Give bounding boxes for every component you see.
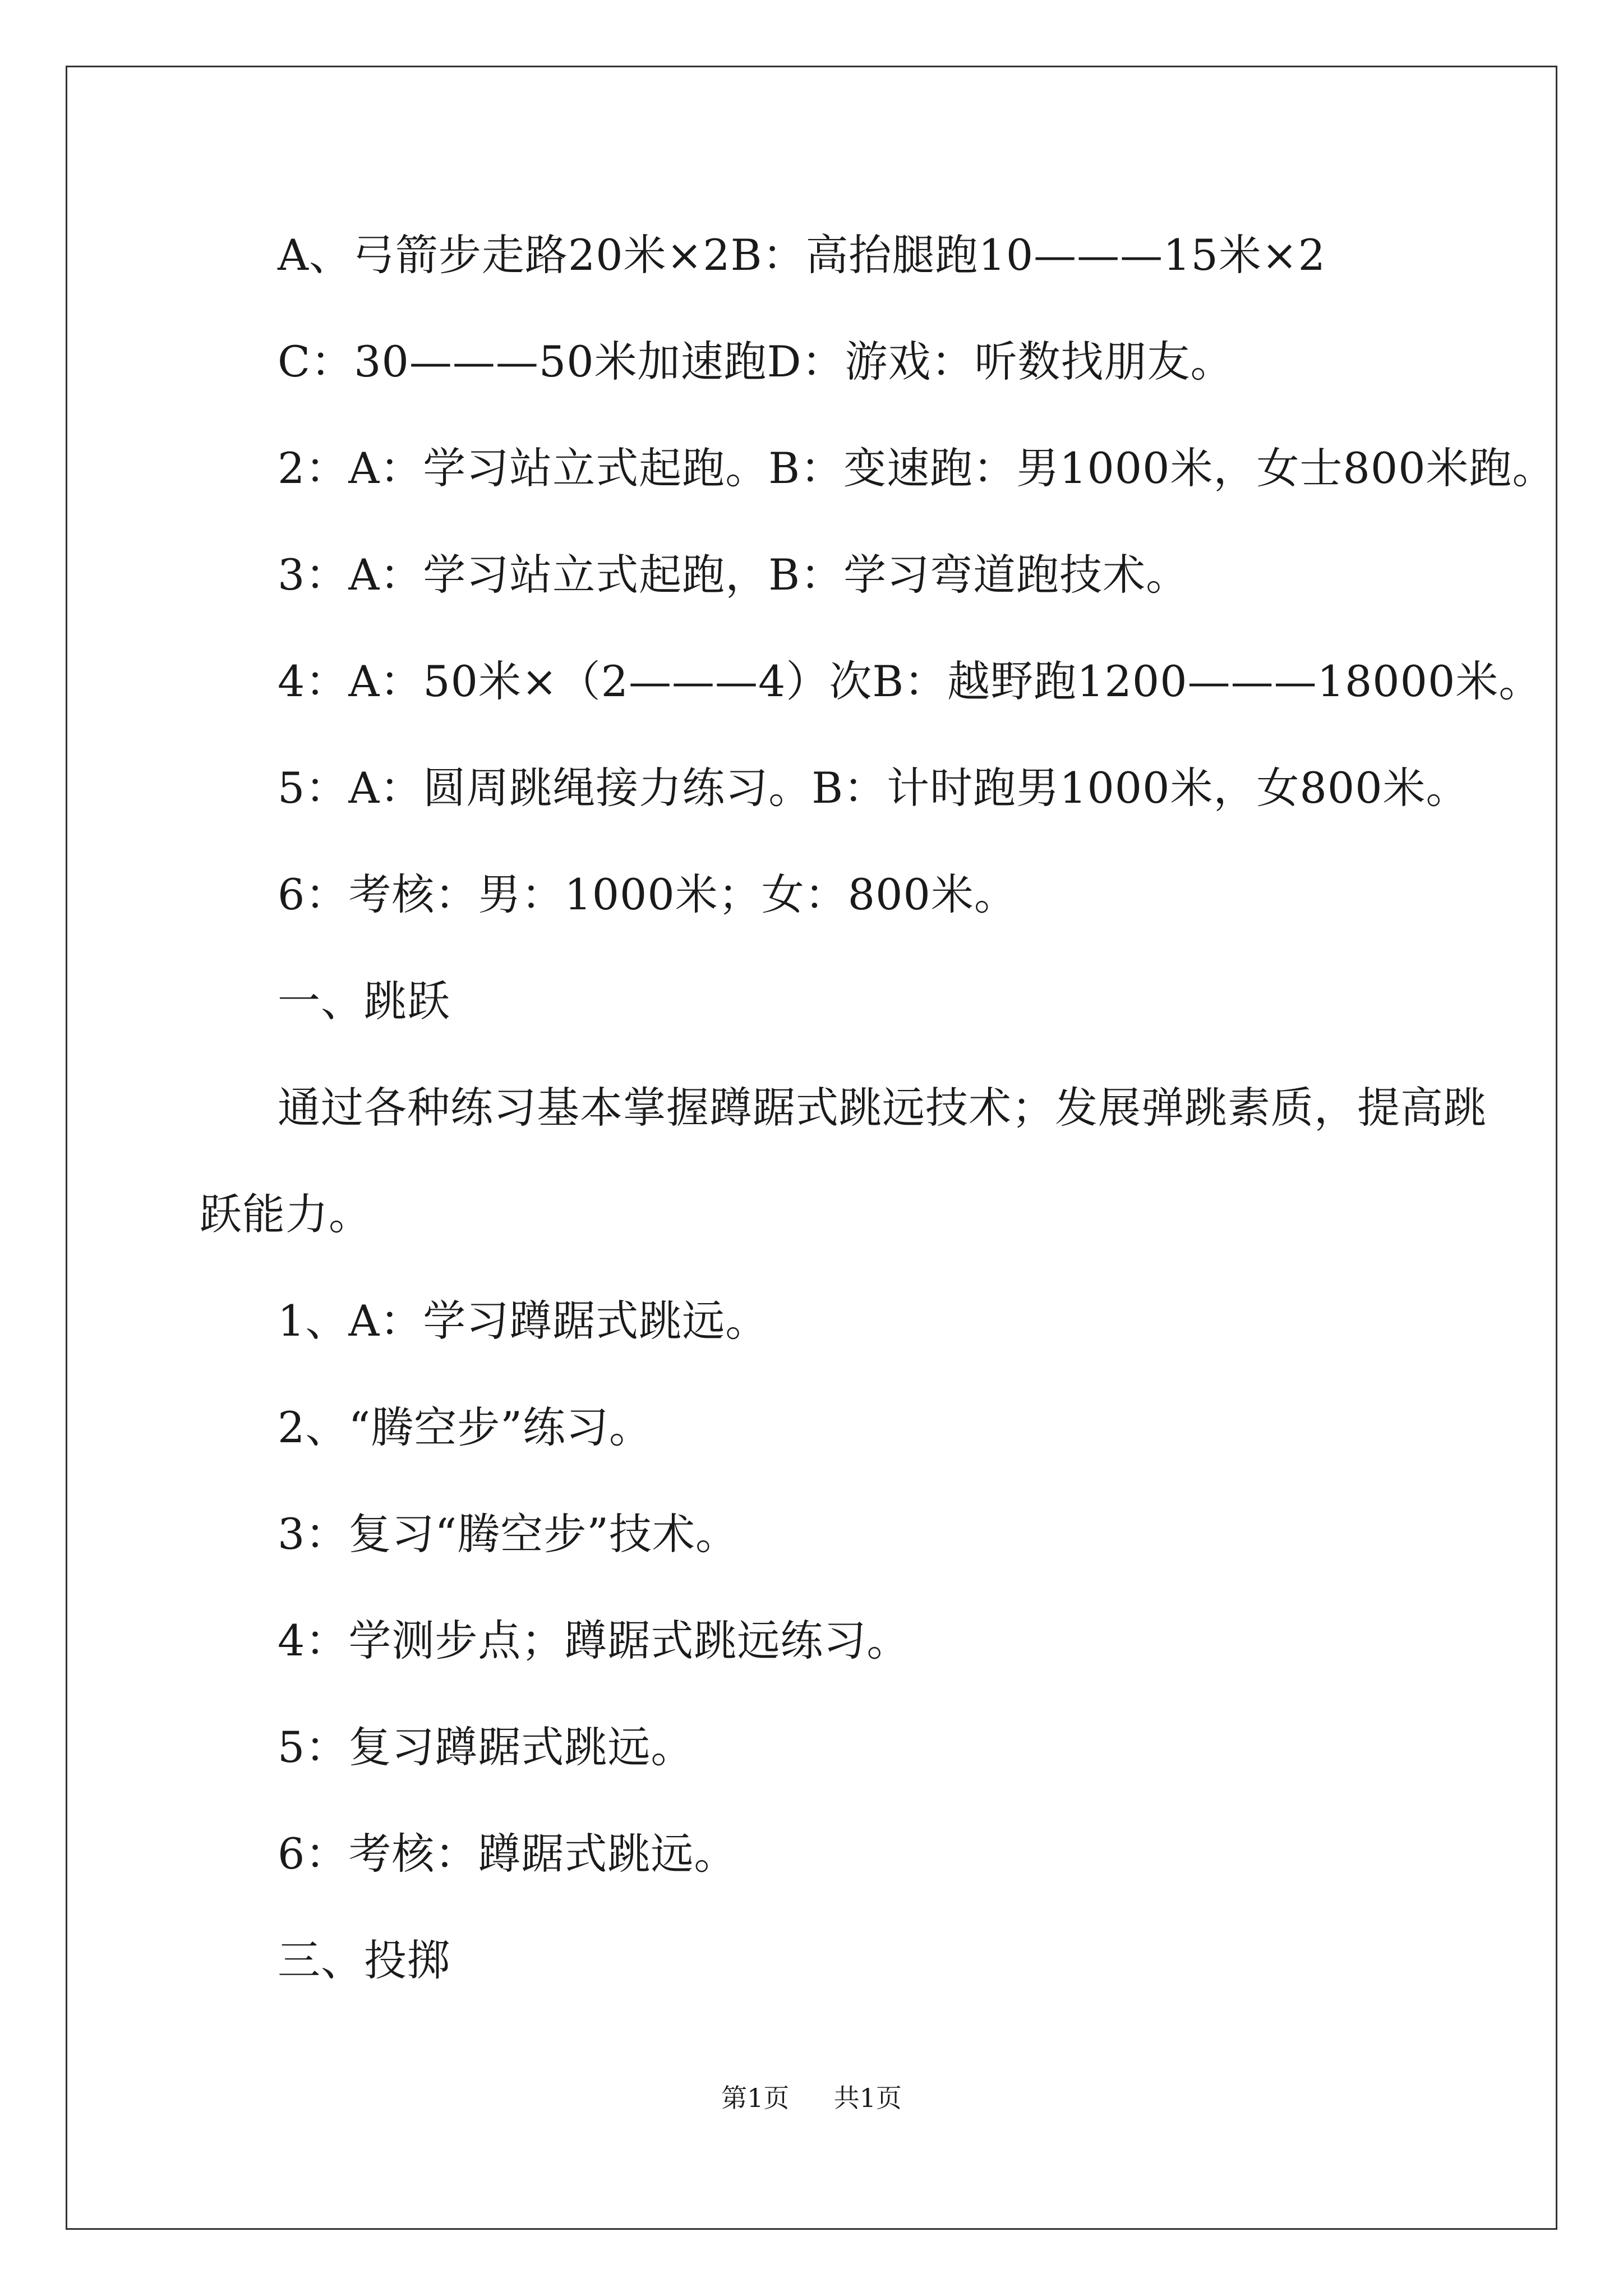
page-footer xyxy=(0,2081,1623,2115)
paragraph: 6：考核：男：1000米；女：800米。 xyxy=(278,869,1017,919)
document-body xyxy=(199,202,1556,2014)
paragraph: 3：复习“腾空步”技术。 xyxy=(278,1509,739,1559)
paragraph: 6：考核：蹲踞式跳远。 xyxy=(278,1829,737,1879)
paragraph: C：30———50米加速跑D：游戏：听数找朋友。 xyxy=(278,337,1234,386)
paragraph: 2：A：学习站立式起跑。B：变速跑：男1000米，女士800米跑。 xyxy=(278,443,1556,493)
paragraph: 5：复习蹲踞式跳远。 xyxy=(278,1722,694,1772)
paragraph: 通过各种练习基本掌握蹲踞式跳远技术；发展弹跳素质，提高跳 xyxy=(278,1083,1487,1133)
paragraph: 5：A：圆周跳绳接力练习。B：计时跑男1000米，女800米。 xyxy=(278,763,1469,813)
page-number-total: 共1页 xyxy=(833,2083,902,2113)
paragraph: A、弓箭步走路20米×2B：高抬腿跑10———15米×2 xyxy=(278,230,1326,280)
page-number-current: 第1页 xyxy=(721,2083,790,2113)
paragraph: 4：A：50米×（2———4）次B：越野跑1200———18000米。 xyxy=(278,656,1542,706)
paragraph: 1、A：学习蹲踞式跳远。 xyxy=(278,1296,769,1346)
paragraph: 2、“腾空步”练习。 xyxy=(278,1402,653,1452)
section-heading: 一、跳跃 xyxy=(278,976,450,1026)
paragraph-continuation: 跃能力。 xyxy=(199,1189,372,1239)
section-heading: 三、投掷 xyxy=(278,1935,450,1985)
paragraph: 4：学测步点；蹲踞式跳远练习。 xyxy=(278,1616,910,1665)
paragraph: 3：A：学习站立式起跑，B：学习弯道跑技术。 xyxy=(278,550,1189,600)
